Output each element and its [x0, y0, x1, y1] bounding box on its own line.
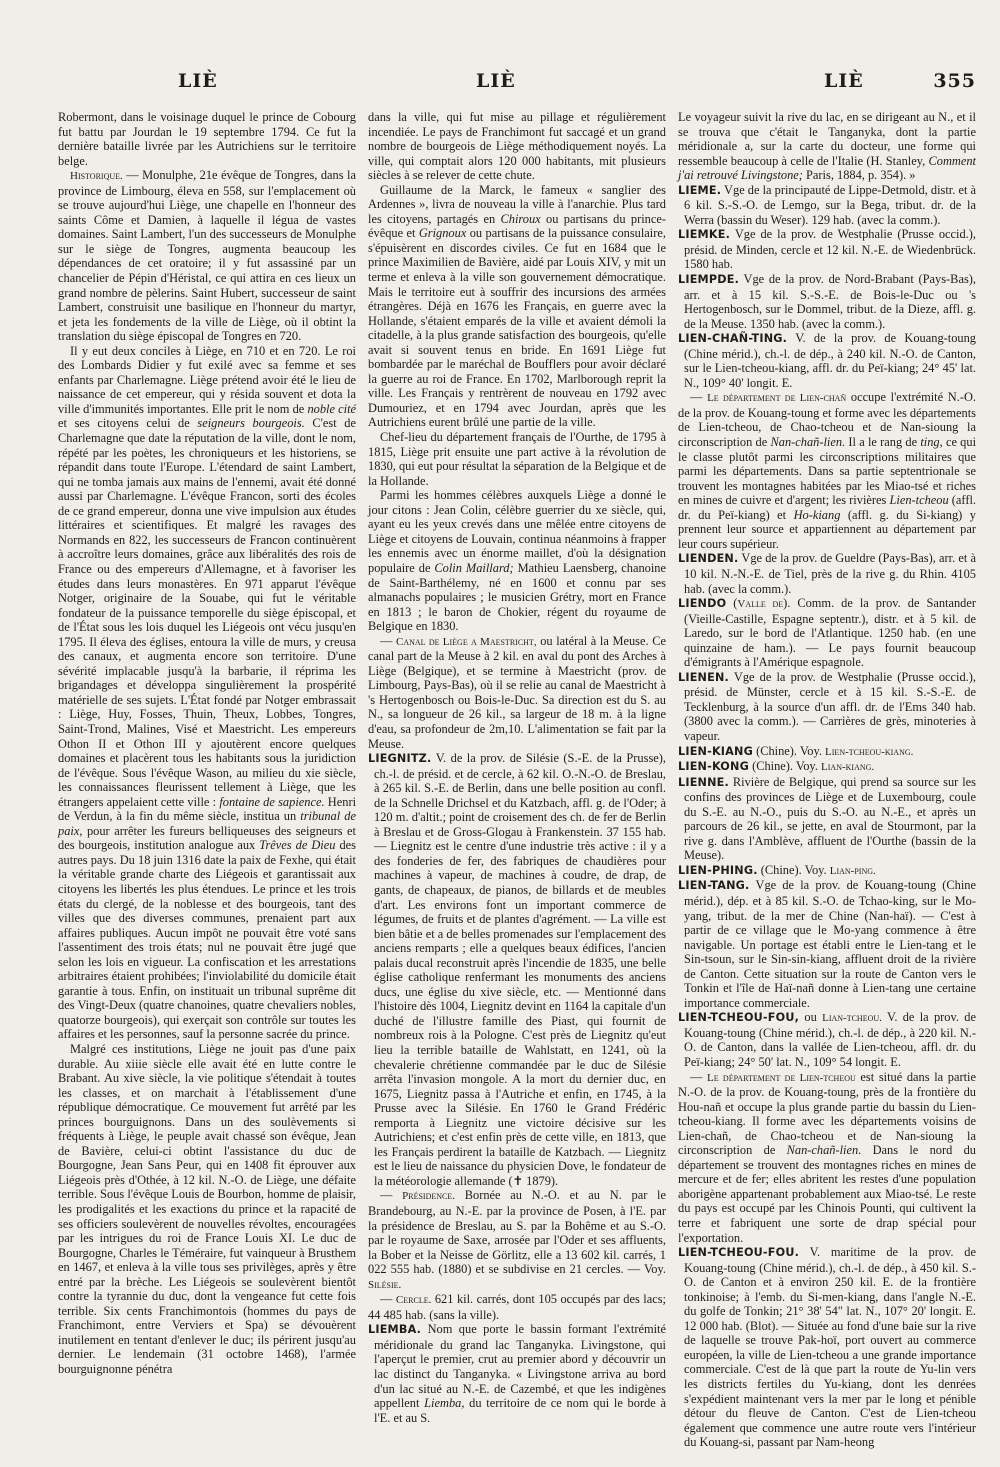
small-caps-text: Lian-tcheou.	[822, 1012, 882, 1025]
entry-headword: LIEMPDE.	[678, 273, 740, 287]
column-3	[678, 110, 977, 1450]
dictionary-entry	[678, 551, 976, 596]
dictionary-entry	[678, 331, 976, 390]
text-paragraph	[58, 1042, 356, 1377]
text-paragraph	[678, 110, 976, 183]
text-run: —	[690, 1069, 708, 1084]
text-run: ce qui le classe plutôt parmi les circonscriptions militaires que parmi les départements. Dans sa partie septentrionale se trouvent les montagnes habitées par les Miao-tsé et riches en mines de cuivre et d'argent; les rivières	[678, 435, 977, 508]
entry-headword: LIEN-TCHEOU-FOU.	[678, 1246, 800, 1260]
text-run: est situé dans la partie N.-O. de la prov. de Kouang-toung, près de la frontière du Hou-nañ et occupe la plus grande partie du bassin du Lien-tcheou-kiang. Il forme avec les départements voisins de Lien-chañ, de Chao-tcheou et de Nan-sioung la circonscription de	[678, 1069, 976, 1158]
column-2	[368, 110, 666, 1439]
entry-headword: LIEME.	[678, 183, 722, 197]
text-run: occupe l'extrémité N.-O. de la prov. de Kouang-toung et forme avec les départements de Lien-tcheou, de Chao-tcheou et de Nan-sioung la circonscription de	[678, 390, 976, 450]
text-paragraph	[368, 1188, 666, 1292]
text-run: Malgré ces institutions, Liège ne jouit pas d'une paix durable. Au xiiie siècle elle avait été en lutte contre le Brabant. Au xive siècle, la vie politique s'étendait à toutes les classes, et on marchait à l'établissement d'une république démocratique. Ce mouvement fut arrêté par les princes bourguignons. Dans un des soulèvements si fréquents à Liège, le peuple avait chassé son évêque, Jean de Bavière, celui-ci obtint l'assistance du duc de Bourgogne, Jean Sans Peur, qui en 1408 fit éprouver aux Liégeois près d'Othée, à 12 kil. N.-O. de Liège, une défaite terrible. Sous l'évêque Louis de Bourbon, homme de plaisir, les prodigalités et les exactions du prince et la rapacité de ses officiers soulevèrent de nouvelles révoltes, encouragées par les intrigues du roi de France Louis XI. Le duc de Bourgogne, Charles le Téméraire, fut vainqueur à Brusthem en 1467, et enleva à la ville tous ses privilèges, après y être entré par la brèche. Les Liégeois se soulevèrent bientôt contre la tyrannie du duc, dont la vengeance fut cette fois terrible. Six cents Franchimontois (hommes du pays de Franchimont, entre Verviers et Spa) se dévouèrent inutilement en tentant d'enlever le duc; ils périrent jusqu'au dernier. Le lendemain (31 octobre 1468), l'armée bourguignonne pénétra	[58, 1042, 356, 1377]
text-run: ou partisans du prince-évêque et	[368, 211, 666, 241]
dictionary-entry	[678, 878, 976, 1010]
text-run: pour arrêter les fureurs belliqueuses des seigneurs et des bourgeois, institution analogue aux	[58, 823, 356, 853]
text-run: Dans le nord du département se trouvent des montagnes riches en mines de mercure et de fer; elles abritent les restes d'une population aborigène appartenant probablement aux Miao-tsé. Le reste du pays est occupé par les Chinois Pounti, qui cultivent la terre et fabriquent une sorte de drap spécial pour l'exportation.	[678, 1143, 976, 1245]
text-paragraph	[368, 183, 666, 430]
entry-headword: LIEMKE.	[678, 228, 731, 242]
text-run: du territoire de ce nom qui le borde à l'E. et au S.	[374, 1396, 666, 1425]
header-center-word: LIÈ	[476, 70, 516, 92]
text-run: ). Comm. de la prov. de Santander (Vieille-Castille, Espagne septentr.), distr. et à 5 kil. de Laredo, sur le bord de l'Atlantique. 1250 hab. (en une quinzaine de ham.). — Le pays fournit beaucoup d'émigrants à l'Amérique espagnole.	[684, 596, 977, 670]
text-paragraph	[368, 488, 666, 633]
italic-text: Nan-chañ-lien.	[770, 435, 846, 450]
entry-headword: LIEN-TANG.	[678, 879, 750, 893]
text-run: (Chine). Voy.	[752, 743, 826, 758]
dictionary-entry	[678, 863, 976, 879]
small-caps-text: Silésie.	[368, 1278, 402, 1291]
entry-headword: LIEN-PHING.	[678, 863, 758, 877]
text-run: Mathieu Laensberg, chanoine de Saint-Barthélemy, né en 1600 et connu par ses almanachs populaires ; le musicien Grétry, mort en France en 1813 ; le baron de Chokier, régent du royaume de Belgique en 1830.	[368, 560, 666, 634]
entry-headword: LIENEN.	[678, 670, 729, 684]
small-caps-text: Lian-kiang.	[821, 761, 875, 774]
dictionary-entry	[678, 1010, 976, 1069]
small-caps-text: Le département de Lien-chañ	[707, 392, 847, 405]
dictionary-entry	[678, 775, 976, 863]
text-run: Bornée au N.-O. et au N. par le Brandebourg, au N.-E. par la province de Posen, à l'E. par la présidence de Breslau, au S. par la Bohême et au S.-O. par le royaume de Saxe, arrosée par l'Oder et ses affluents, la Bober et la Neisse de Görlitz, elle a 13 602 kil. carrés, 1 022 555 hab. (1880) et se subdivise en 21 cercles. — Voy.	[368, 1188, 666, 1277]
italic-text: Colin Maillard;	[434, 560, 514, 575]
italic-text: noble cité	[307, 401, 357, 416]
text-paragraph	[368, 1292, 666, 1322]
text-run: Vge de la prov. de Nord-Brabant (Pays-Bas), arr. et à 15 kil. S.-S.-E. de Bois-le-Duc ou 's Hertogenbosch, sur le Dommel, tribut. de la Dieze, affl. g. de la Meuse. 1350 hab. (avec la comm.).	[684, 272, 976, 331]
italic-text: fontaine de sapience.	[219, 794, 325, 809]
italic-text: Trêves de Dieu	[259, 838, 336, 853]
dictionary-entry	[368, 751, 666, 1188]
text-run: — Monulphe, 21e évêque de Tongres, dans la province de Limbourg, éleva en 558, sur l'emplacement où se trouve aujourd'hui Liège, une chapelle en l'honneur des saints Côme et Damien, à laquelle il légua de vastes domaines. Saint Lambert, l'un des successeurs de Monulphe sur le siège de Tongres, augmenta beaucoup les dépendances de cet oratoire; il y fut assassiné par un chancelier de Pépin d'Héristal, ce qui attira en ces lieux un grand nombre de pèlerins. Saint Hubert, successeur de saint Lambert, construisit une basilique en l'honneur du martyr, et jeta les fondements de la ville de Liège, où il obtint la translation du siège épiscopal de Tongres en 720.	[58, 168, 356, 344]
text-columns	[58, 110, 977, 1450]
small-caps-text: Présidence.	[402, 1190, 455, 1203]
text-run: —	[380, 633, 397, 648]
entry-headword: LIEGNITZ.	[368, 752, 432, 766]
italic-text: Nan-chañ-lien.	[786, 1143, 862, 1158]
italic-text: Grignoux	[418, 226, 467, 241]
text-paragraph	[678, 1070, 976, 1246]
dictionary-entry	[678, 744, 976, 760]
page-number: 355	[933, 70, 976, 92]
text-run: C'est de Charlemagne que date la réputation de la ville, dont le nom, répété par les poètes, les chroniqueurs et les historiens, se répandit dans toute l'Europe. L'étendard de saint Lambert, qui ne tomba jamais aux mains de l'ennemi, avait été donné aussi par Charlemagne. L'évêque Francon, sorti des écoles de ce grand empereur, donna une vive impulsion aux études littéraires et scientifiques. Et malgré les ravages des Normands en 822, les successeurs de Francon continuèrent à accroître leurs domaines, grâce aux libéralités des rois de France ou des empereurs d'Allemagne, et à favoriser les études dans leurs monastères. En 971 apparut l'évêque Notger, originaire de la Souabe, qui fut le véritable fondateur de la puissance temporelle du siège épiscopal, et de l'État sous les lois duquel les Liégeois ont vécu jusqu'en 1795. Il éleva des églises, entoura la ville de murs, y creusa des canaux, et augmenta encore son territoire. D'une sévérité implacable jusqu'à la barbarie, il réprima les brigandages et développa singulièrement la prospérité matérielle de ses sujets. L'État fondé par Notger embrassait : Liège, Huy, Fosses, Thuin, Theux, Lobbes, Tongres, Saint-Trond, Malines, Visé et Maestricht. Les empereurs Othon II et Othon III y ajoutèrent encore quelques domaines et placèrent tous les habitants sous la juridiction de l'évêque. Sous l'évêque Wason, au milieu du xie siècle, les connaissances fleurissent tellement à Liège, que les étrangers appelaient cette ville :	[58, 416, 357, 809]
small-caps-text: Lien-tcheou-kiang.	[825, 745, 914, 758]
text-run: dans la ville, qui fut mise au pillage et régulièrement incendiée. Le pays de Franchimont fut saccagé et un grand nombre de bourgeois de Liège méthodiquement noyés. La ville, qui comptait alors 120 000 habitants, mit plusieurs siècles à se relever de cette chute.	[368, 110, 666, 183]
italic-text: ting,	[920, 435, 943, 450]
dictionary-entry	[368, 1322, 666, 1425]
text-run: V. de la prov. de Kouang-toung (Chine mérid.), ch.-l. de dép., à 220 kil. N.-O. de Canton, dans la vallée de Lien-tcheou, affl. dr. du Peï-kiang; 24° 50' lat. N., 109° 54 longit. E.	[684, 1010, 976, 1069]
text-run: Rivière de Belgique, qui prend sa source sur les confins des provinces de Liège et de Luxembourg, coule du S.-E. au N.-O., puis du S.-O. au N.-E., et après un parcours de 26 kil., se jette, en aval de Stourmont, par la rive g. dans l'Amblève, affluent de l'Ourthe (bassin de la Meuse).	[684, 774, 976, 863]
entry-headword: LIENDO	[678, 597, 727, 611]
dictionary-entry	[678, 272, 976, 331]
dictionary-entry	[678, 183, 976, 228]
text-run: Vge de la prov. de Westphalie (Prusse occid.), présid. de Münster, cercle et à 15 kil. S.-S.-E. de Tecklenburg, à la source d'un affl. dr. de l'Ems 340 hab. (3800 avec la comm.). — Carrières de grès, minoteries à vapeur.	[684, 669, 976, 743]
small-caps-text: Canal de Liège a Maestricht,	[396, 635, 537, 648]
text-run: Henri de Verdun, à la fin du même siècle, institua un	[58, 794, 357, 824]
text-paragraph	[58, 344, 356, 1042]
entry-headword: LIEN-KIANG	[678, 744, 753, 758]
entry-headword: LIEN-TCHEOU-FOU,	[678, 1011, 800, 1025]
text-paragraph	[368, 110, 666, 183]
entry-headword: LIEN-KONG	[678, 760, 749, 774]
dictionary-entry	[678, 670, 976, 744]
text-run: Vge de la principauté de Lippe-Detmold, distr. et à 6 kil. S.-S.-O. de Lemgo, sur la Bega, tribut. dr. de la Werra (bassin du Weser). 129 hab. (avec la comm.).	[684, 182, 976, 227]
entry-headword: LIENNE.	[678, 775, 729, 789]
dictionary-entry	[678, 1245, 976, 1450]
text-run: (Chine). Voy.	[748, 759, 822, 774]
header-left-word: LIÈ	[178, 70, 218, 92]
dictionary-entry	[678, 759, 976, 775]
text-run: Vge de la prov. de Gueldre (Pays-Bas), arr. et à 10 kil. N.-N.-E. de Tiel, près de la rive g. du Rhin. 4105 hab. (avec la comm.).	[684, 551, 976, 596]
text-run: (	[726, 596, 738, 611]
entry-headword: LIEMBA.	[368, 1323, 422, 1337]
text-run: Le voyageur suivit la rive du lac, en se dirigeant au N., et il se trouva que c'était le Tanganyka, dont la partie méridionale a, sur la carte du docteur, une forme qui ressemble beaucoup à celle de l'Italie (H. Stanley,	[678, 110, 976, 168]
text-paragraph	[678, 390, 976, 551]
text-run: Guillaume de la Marck, le fameux « sanglier des Ardennes », livra de nouveau la ville à l'anarchie. Plus tard les citoyens, partagés en	[368, 182, 666, 226]
italic-text: seigneurs bourgeois.	[197, 416, 305, 431]
italic-text: Lien-tcheou	[889, 493, 949, 508]
italic-text: Chiroux	[500, 211, 541, 226]
text-run: Vge de la prov. de Kouang-toung (Chine mérid.), dép. et à 85 kil. S.-O. de Tchao-king, sur le Mo-yang, tribut. de la mer de Chine (Nan-haï). — C'est à partir de ce village que le Mo-yang commence à être navigable. Un portage est établi entre le Lien-tang et le Sin-tsoun, sur le Sin-sin-kiang, affluent droit de la rivière de Canton. Cette situation sur la route de Canton vers le Tonkin et l'île de Haï-nañ donne à Lien-tang une certaine importance commerciale.	[684, 878, 976, 1010]
dictionary-entry	[678, 596, 976, 670]
text-run: (Chine). Voy.	[757, 862, 830, 877]
small-caps-text: Valle de	[737, 598, 784, 611]
text-run: Parmi les hommes célèbres auxquels Liège a donné le jour citons : Jean Colin, célèbre guerrier du xe siècle, qui, ayant eu les yeux crevés dans une mêlée entre citoyens de Liège et citoyens de Louvain, continua néanmoins à frapper les ennemis avec un énorme maillet, d'où la désignation populaire de	[368, 488, 666, 575]
entry-headword: LIEN-CHAÑ-TING.	[678, 332, 788, 346]
italic-text: tribunal de paix,	[58, 809, 356, 838]
small-caps-text: Historique.	[70, 170, 123, 183]
text-run: Il y eut deux conciles à Liège, en 710 et en 720. Le roi des Lombards Didier y fut exilé avec sa femme et ses enfants par Charlemagne. Liège prétend avoir été le lieu de naissance de cet empereur, qui y résida souvent et dota la ville d'immunités importantes. Elle prit le nom de	[58, 343, 356, 416]
italic-text: Liemba,	[424, 1396, 465, 1411]
text-paragraph	[58, 168, 356, 344]
text-run: 621 kil. carrés, dont 105 occupés par des lacs; 44 485 hab. (sans la ville).	[368, 1292, 666, 1322]
text-run: ou latéral à la Meuse. Ce canal part de la Meuse à 2 kil. en aval du pont des Arches à Liège (Belgique), et se termine à Maestricht (prov. de Limbourg, Pays-Bas), où il se relie au canal de Maestricht à 's Hertogenbosch ou Bois-le-Duc. Sa direction est du S. au N., sa longueur de 26 kil., sa largeur de 18 m. à la ligne d'eau, sa profondeur de 2m,10. L'alimentation se fait par la Meuse.	[368, 633, 666, 751]
text-run: (affl. dr. du Peï-kiang) et	[678, 493, 976, 522]
text-run: Paris, 1884, p. 354). »	[802, 168, 916, 183]
column-1	[58, 110, 356, 1439]
text-run: (affl. g. du Si-kiang) y prennent leur source et appartiennent au département par leur cours supérieur.	[678, 507, 976, 551]
header-right-word: LIÈ	[824, 70, 864, 92]
text-run: Chef-lieu du département français de l'Ourthe, de 1795 à 1815, Liège prit ensuite une part active à la révolution de 1830, qui eut pour résultat la séparation de la Belgique et de la Hollande.	[368, 430, 666, 488]
text-run: —	[380, 1188, 403, 1203]
text-run: Vge de la prov. de Westphalie (Prusse occid.), présid. de Minden, cercle et 12 kil. N.-E. de Wiedenbrück. 1580 hab.	[684, 227, 976, 272]
text-paragraph	[368, 430, 666, 488]
text-run: ou	[799, 1010, 823, 1025]
small-caps-text: Lian-ping.	[829, 864, 876, 877]
text-run: V. de la prov. de Kouang-toung (Chine mérid.), ch.-l. de dép., à 240 kil. N.-O. de Canton, sur le Lien-tcheou-kiang, affl. dr. du Peï-kiang; 24° 45' lat. N., 109° 40' longit. E.	[684, 331, 976, 390]
italic-text: Ho-kiang	[793, 507, 841, 522]
text-paragraph	[368, 634, 666, 751]
text-run: et ses citoyens celui de	[58, 416, 198, 431]
dictionary-entry	[678, 227, 976, 272]
running-header	[58, 70, 976, 100]
small-caps-text: Le département de Lien-tcheou	[707, 1071, 856, 1084]
text-run: —	[380, 1292, 396, 1307]
text-run: Il a le rang de	[845, 435, 921, 450]
text-run: V. maritime de la prov. de Kouang-toung (Chine mérid.), ch.-l. de dép., à 450 kil. S.-O. de Canton et à environ 250 kil. E. de la frontière tonkinoise; à l'emb. du Si-men-kiang, dans l'angle N.-E. du golfe de Tonkin; 21° 38' 54" lat. N., 107° 20' longit. E. 12 000 hab. (Blot). — Située au fond d'une baie sur la rive de laquelle se trouve Pak-hoï, port ouvert au commerce européen, la ville de Lien-tcheou a une grande importance commerciale. C'est de là que part la route de Yu-lin vers les districts fertiles du Yu-kiang, dont les denrées s'expédient maintenant vers la mer par le long et pénible détour du fleuve de Canton. C'est de Lien-tcheou également que commence une autre route vers l'intérieur du Kouang-si, passant par Nam-heong	[684, 1245, 976, 1450]
text-run: Robermont, dans le voisinage duquel le prince de Cobourg fut battu par Jourdan le 19 septembre 1794. Ce fut la dernière bataille livrée par les Autrichiens sur le territoire belge.	[58, 110, 356, 168]
text-run: Nom que porte le bassin formant l'extrémité méridionale du grand lac Tanganyka. Livingstone, qui l'aperçut le premier, crut au premier abord y découvrir un lac distinct du Tanganyka. « Livingstone arriva au bord d'un lac situé au N.-E. de Cazembé, et que les indigènes appellent	[374, 1322, 666, 1411]
text-paragraph	[58, 110, 356, 168]
entry-headword: LIENDEN.	[678, 552, 739, 566]
italic-text: Comment j'ai retrouvé Livingstone;	[678, 153, 976, 183]
text-run: —	[690, 390, 708, 405]
small-caps-text: Cercle.	[395, 1294, 432, 1307]
text-run: V. de la prov. de Silésie (S.-E. de la Prusse), ch.-l. de présid. et de cercle, à 62 kil. O.-N.-O. de Breslau, à 265 kil. S.-E. de Berlin, dans une belle position au confl. de la Schnelle Drichsel et du Katzbach, affl. g. de l'Oder; à 120 m. d'altit.; point de croisement des ch. de fer de Berlin à Breslau et de Gross-Glogau à Frankenstein. 37 155 hab. — Liegnitz est le centre d'une industrie très active : il y a des fonderies de fer, des fabriques de chaudières pour machines à vapeur, de machines à coudre, de drap, de gants, de chapeaux, de pianos, de billards et de meubles d'art. Les environs font un important commerce de légumes, de fruits et de plantes d'agrément. — La ville est bien bâtie et a de belles promenades sur l'emplacement des anciens remparts ; elle a quelques beaux édifices, l'ancien palais ducal reconstruit après l'incendie de 1835, une belle église catholique renfermant les monuments des anciens ducs, une église du xive siècle, etc. — Mentionné dans l'histoire dès 1004, Liegnitz devint en 1164 la capitale d'un duché de l'illustre famille des Piast, qui fournit de nombreux rois à la Pologne. C'est près de Liegnitz qu'eut lieu la terrible bataille de Wahlstatt, en 1241, où la chevalerie chrétienne commandée par le duc de Silésie arrêta l'invasion mongole. A la mort du dernier duc, en 1675, Liegnitz passa à l'Autriche et enfin, en 1745, à la Prusse avec la Silésie. En 1760 le Grand Frédéric remporta à Liegnitz une victoire décisive sur les Autrichiens; et c'est enfin près de cette ville, en 1813, que les Français perdirent la bataille de Katzbach. — Liegnitz est le lieu de naissance du physicien Dove, le fondateur de la météorologie allemande (✝ 1879).	[374, 751, 666, 1188]
text-run: des autres pays. Du 18 juin 1316 date la paix de Fexhe, qui était la véritable grande charte des Liégeois et garantissait aux citoyens les libertés les plus étendues. Le prince et les trois états du clergé, de la noblesse et des bourgeois, tant des villes que des diverses communes, prenaient part aux affaires publiques. Aucun impôt ne pouvait être voté sans l'assentiment des trois états; nul ne pouvait être jugé que selon les lois en vigueur. La confiscation et les arrestations arbitraires étaient prohibées; l'inviolabilité du domicile était garantie à tous. Enfin, on instituait un tribunal suprême dit des Vingt-Deux (quatre chanoines, quatre chevaliers nobles, quatorze bourgeois), qui exerçait son contrôle sur toutes les affaires et les personnes, sauf la personne sacrée du prince.	[58, 838, 356, 1042]
text-run: ou partisans de la puissance consulaire, s'épuisèrent en discordes civiles. Ce fut en 1684 que le prince Maximilien de Bavière, aidé par Louis XIV, y mit un terme et enleva à la ville son gouvernement démocratique. Mais le territoire eut à souffrir des incursions des armées étrangères. Déjà en 1676 les Français, en guerre avec la Hollande, s'étaient emparés de la ville et avaient démoli la citadelle, à la plus grande satisfaction des bourgeois, qu'elle avait si souvent tenus en bride. En 1691 Liège fut bombardée par le maréchal de Boufflers pour avoir déclaré la guerre au roi de France. En 1702, Marlborough reprit la ville. Les Français y rentrèrent de nouveau en 1792 avec Dumouriez, et en 1794 avec Jourdan, après que les Autrichiens eurent brûlé une partie de la ville.	[368, 226, 666, 430]
